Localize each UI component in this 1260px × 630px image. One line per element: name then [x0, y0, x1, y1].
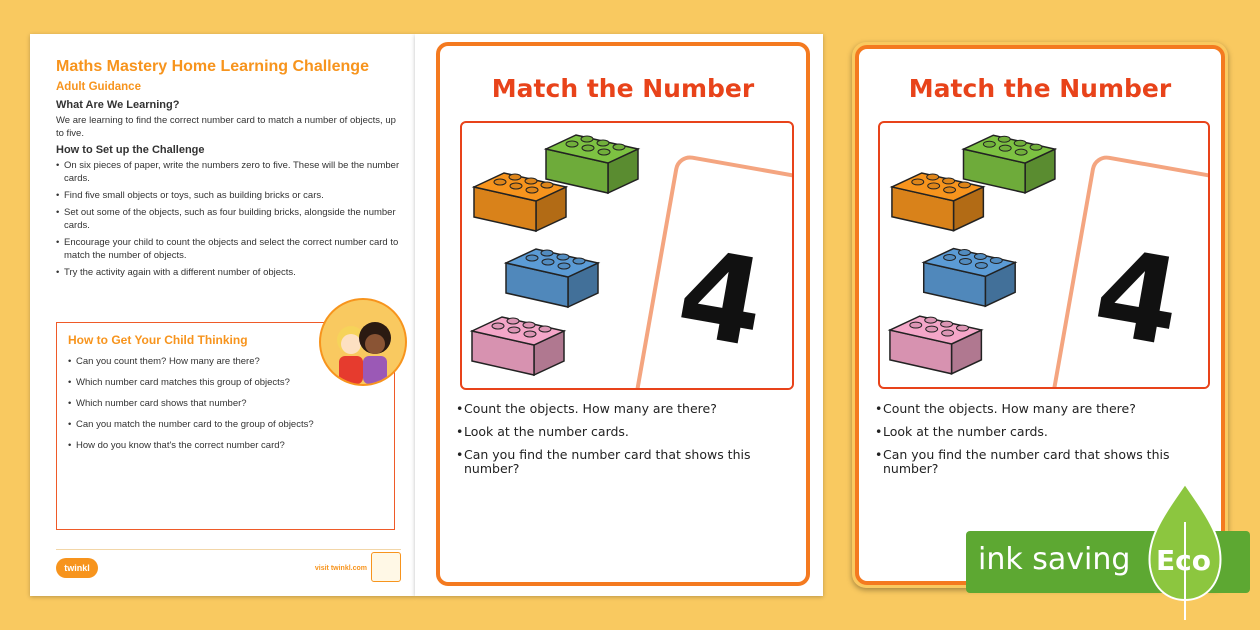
twinkl-logo: twinkl [56, 558, 98, 578]
guidance-subtitle: Adult Guidance [56, 81, 141, 93]
setup-step: • Set out some of the objects, such as four building bricks, alongside the number cards. [56, 206, 401, 232]
learning-text: We are learning to find the correct number card to match a number of objects, up to five. [56, 115, 396, 139]
thinking-question: • Can you count them? How many are there? [68, 355, 368, 368]
card-title: Match the Number [491, 74, 755, 103]
setup-step: • On six pieces of paper, write the numbers zero to five. These will be the number cards. [56, 159, 401, 185]
learning-heading: What Are We Learning? [56, 99, 180, 111]
card-title: Match the Number [908, 74, 1172, 103]
building-brick-icon [506, 249, 598, 307]
building-brick-icon [472, 317, 564, 375]
card-prompt: • Look at the number cards. [456, 425, 801, 439]
thinking-question: • How do you know that's the correct number card? [68, 439, 368, 452]
setup-steps-list [56, 159, 401, 279]
children-illustration [319, 298, 407, 386]
building-brick-icon [890, 316, 981, 374]
building-brick-icon [924, 249, 1015, 307]
guidance-footer [56, 549, 401, 580]
number-card [1052, 155, 1208, 387]
building-brick-icon [546, 135, 638, 193]
card-prompt: • Look at the number cards. [875, 425, 1215, 439]
thinking-question: • Can you match the number card to the group of objects? [68, 418, 368, 431]
bricks-and-number-card-illustration [462, 123, 792, 388]
card-prompts [875, 402, 1215, 485]
bricks-picture [878, 121, 1210, 389]
thinking-questions-list [68, 355, 368, 460]
guidance-content [56, 58, 401, 283]
setup-step: • Find five small objects or toys, such as building bricks or cars. [56, 189, 401, 202]
number-card [635, 155, 792, 388]
adult-guidance-sheet [30, 34, 415, 596]
bricks-picture [460, 121, 794, 390]
number-card-digit: 4 [1084, 222, 1191, 375]
setup-step: • Try the activity again with a different number of objects. [56, 266, 401, 279]
thinking-heading: How to Get Your Child Thinking [68, 333, 248, 347]
building-brick-icon [963, 135, 1054, 193]
setup-step: • Encourage your child to count the objects and select the correct number card to match the number of objects. [56, 236, 401, 262]
number-card-digit: 4 [668, 223, 775, 376]
visit-link[interactable]: visit twinkl.com [314, 565, 367, 572]
challenge-card-main [436, 42, 810, 586]
building-brick-icon [892, 173, 983, 231]
thinking-question: • Which number card matches this group of objects? [68, 376, 368, 389]
bricks-and-number-card-illustration [880, 123, 1208, 387]
eco-tag: Eco [1156, 544, 1211, 577]
thinking-question: • Which number card shows that number? [68, 397, 368, 410]
quality-badge-icon [371, 552, 401, 582]
card-prompt: • Count the objects. How many are there? [875, 402, 1215, 416]
card-prompt: • Can you find the number card that shows this number? [456, 448, 801, 476]
setup-heading: How to Set up the Challenge [56, 144, 205, 156]
card-prompts [456, 402, 801, 485]
card-prompt: • Count the objects. How many are there? [456, 402, 801, 416]
ink-saving-label: ink saving [978, 542, 1131, 577]
card-prompt: • Can you find the number card that shows this number? [875, 448, 1215, 476]
guidance-title: Maths Mastery Home Learning Challenge [56, 58, 369, 75]
building-brick-icon [474, 173, 566, 231]
